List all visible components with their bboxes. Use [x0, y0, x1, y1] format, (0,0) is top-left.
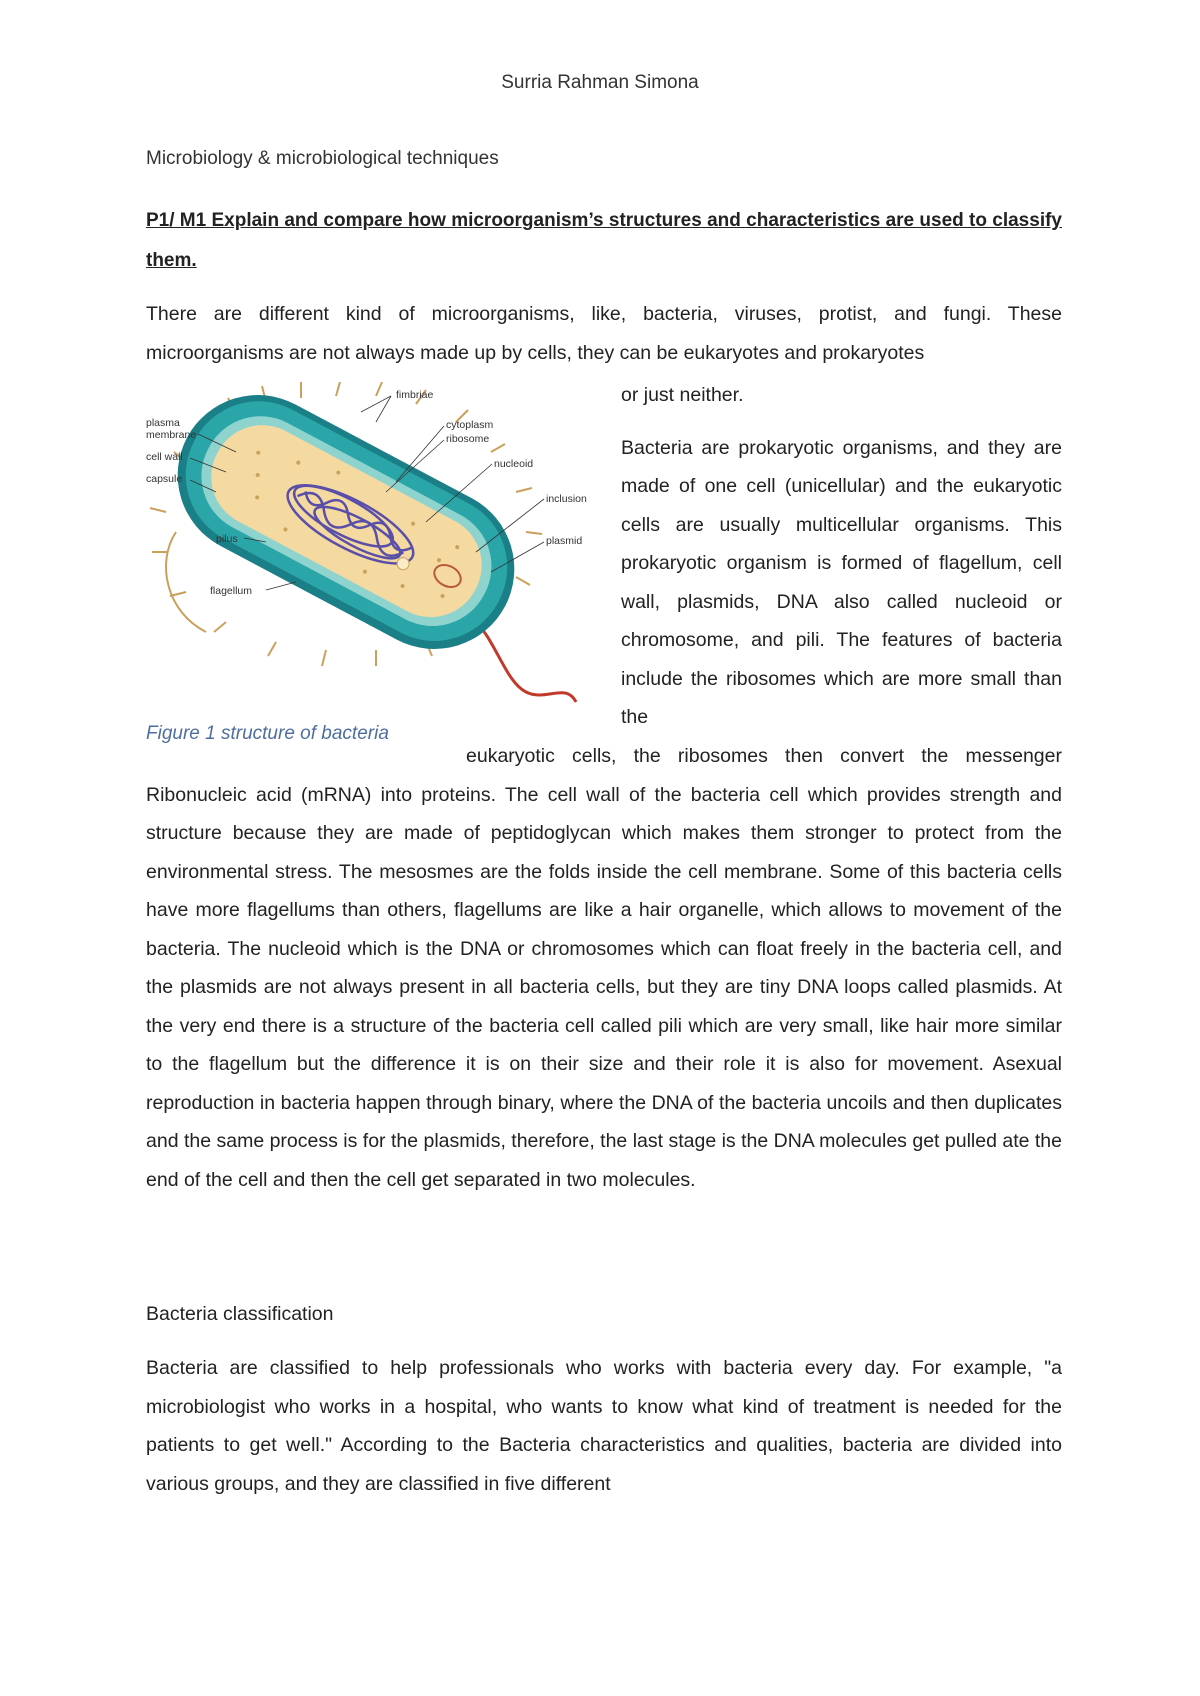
bacteria-structure-figure: [146, 382, 606, 712]
intro-paragraph: There are different kind of microorganisms, like, bacteria, viruses, protist, and fungi. These microorganisms are not always made up by cells, they can be eukaryotes and prokaryotes: [146, 303, 1062, 364]
figure-caption: Figure 1 structure of bacteria: [146, 723, 389, 744]
bacteria-paragraph: Bacteria are prokaryotic organisms, and they are made of one cell (unicellular) and the eukaryotic cells are usually multicellular organisms. This prokaryotic organism is formed of flagellum, cell wall, plasmids, DNA also called nucleoid or chromosome, and pili. The features of bacteria include the ribosomes which are more small than the: [621, 436, 1062, 728]
label-fimbriae: fimbriae: [396, 389, 434, 401]
label-cytoplasm: cytoplasm: [446, 419, 494, 431]
label-pilus: pilus: [216, 533, 238, 545]
section-heading: P1/ M1 Explain and compare how microorganism’s structures and characteristics are used to classify them.: [146, 210, 1062, 271]
side-text-column: [621, 376, 1062, 737]
page-header-author: Surria Rahman Simona: [501, 72, 699, 93]
continued-first-line: eukaryotic cells, the ribosomes then convert the messenger: [466, 745, 1062, 767]
document-subject: Microbiology & microbiological techniques: [146, 148, 499, 169]
label-membrane: membrane: [146, 429, 197, 441]
label-ribosome: ribosome: [446, 433, 490, 445]
label-flagellum: flagellum: [210, 585, 253, 597]
subsection-title: Bacteria classification: [146, 1303, 334, 1325]
flagellum-shape: [476, 622, 576, 702]
label-plasma: plasma: [146, 417, 180, 429]
intro-end-line: or just neither.: [621, 384, 744, 406]
label-nucleoid: nucleoid: [494, 458, 534, 470]
classification-paragraph: Bacteria are classified to help professionals who works with bacteria every day. For example, "a microbiologist who works in a hospital, who wants to know what kind of treatment is needed for the patients to get well." According to the Bacteria characteristics and qualities, bacteria are divided into various groups, and they are classified in five different: [146, 1357, 1062, 1495]
bacteria-paragraph-continued: [146, 737, 1062, 1199]
pilus-shape: [166, 532, 206, 632]
label-cell-wall: cell wall: [146, 451, 183, 463]
label-plasmid: plasmid: [546, 535, 583, 547]
label-capsule: capsule: [146, 473, 183, 485]
label-inclusion: inclusion: [546, 493, 587, 505]
continued-body: Ribonucleic acid (mRNA) into proteins. The cell wall of the bacteria cell which provides strength and structure because they are made of peptidoglycan which makes them stronger to protect from the environmental stress. The mesosmes are the folds inside the cell membrane. Some of this bacteria cells have more flagellums than others, flagellums are like a hair organelle, which allows to movement of the bacteria. The nucleoid which is the DNA or chromosomes which can float freely in the bacteria cell, and the plasmids are not always present in all bacteria cells, but they are tiny DNA loops called plasmids. At the very end there is a structure of the bacteria cell called pili which are very small, like hair more similar to the flagellum but the difference it is on their size and their role it is also for movement. Asexual reproduction in bacteria happen through binary, where the DNA of the bacteria uncoils and then duplicates and the same process is for the plasmids, therefore, the last stage is the DNA molecules get pulled ate the end of the cell and then the cell get separated in two molecules.: [146, 783, 1062, 1191]
